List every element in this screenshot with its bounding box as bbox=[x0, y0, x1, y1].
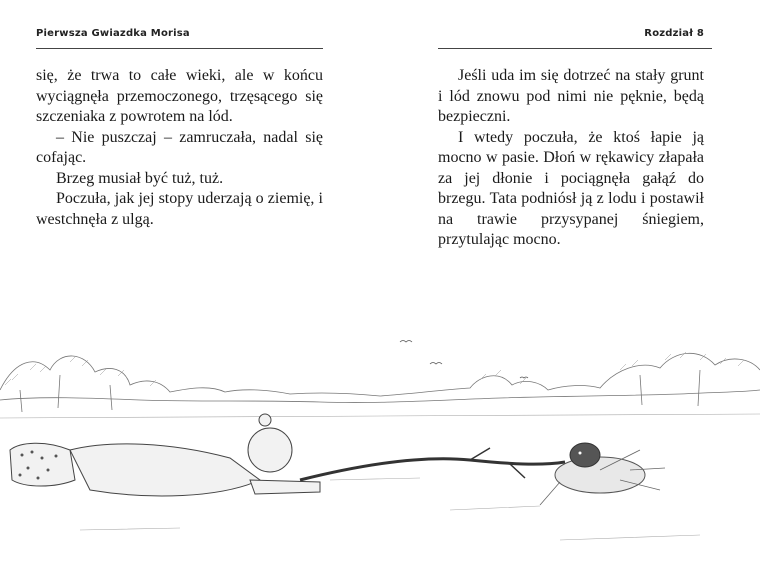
left-page-body bbox=[36, 66, 323, 230]
paragraph: Brzeg musiał być tuż, tuż. bbox=[56, 169, 224, 187]
paragraph: Poczuła, jak jej stopy uderzają o ziemię, i westchnęła z ulgą. bbox=[36, 190, 323, 228]
treeline bbox=[0, 353, 760, 412]
pencil-illustration bbox=[0, 330, 760, 588]
ice-rescue-sketch bbox=[0, 330, 760, 588]
birds bbox=[400, 341, 528, 379]
branch bbox=[300, 448, 565, 480]
header-rule bbox=[438, 48, 712, 49]
paragraph: I wtedy poczuła, że ktoś łapie ją mocno w pasie. Dłoń w rękawicy złapała za jej dłonie i pociągnęła gałąź do brzegu. Tata podniósł ją z lodu i postawił na trawie przysypanej śniegiem, przytulając mocno. bbox=[438, 128, 704, 248]
paragraph: się, że trwa to całe wieki, ale w końcu wyciągnęła przemoczonego, trzęsącego się szczeniaka z powrotem na lód. bbox=[36, 67, 323, 125]
paragraph: Jeśli uda im się dotrzeć na stały grunt i lód znowu pod nimi nie pęknie, będą bezpieczni. bbox=[438, 67, 704, 125]
header-rule bbox=[36, 48, 323, 49]
paragraph: – Nie puszczaj – zamruczała, nadal się cofając. bbox=[36, 128, 323, 166]
running-head-book-title: Pierwsza Gwiazdka Morisa bbox=[36, 28, 190, 39]
running-head-chapter: Rozdział 8 bbox=[644, 28, 704, 39]
puppy-in-ice-hole bbox=[540, 443, 665, 505]
right-page-body bbox=[438, 66, 704, 251]
